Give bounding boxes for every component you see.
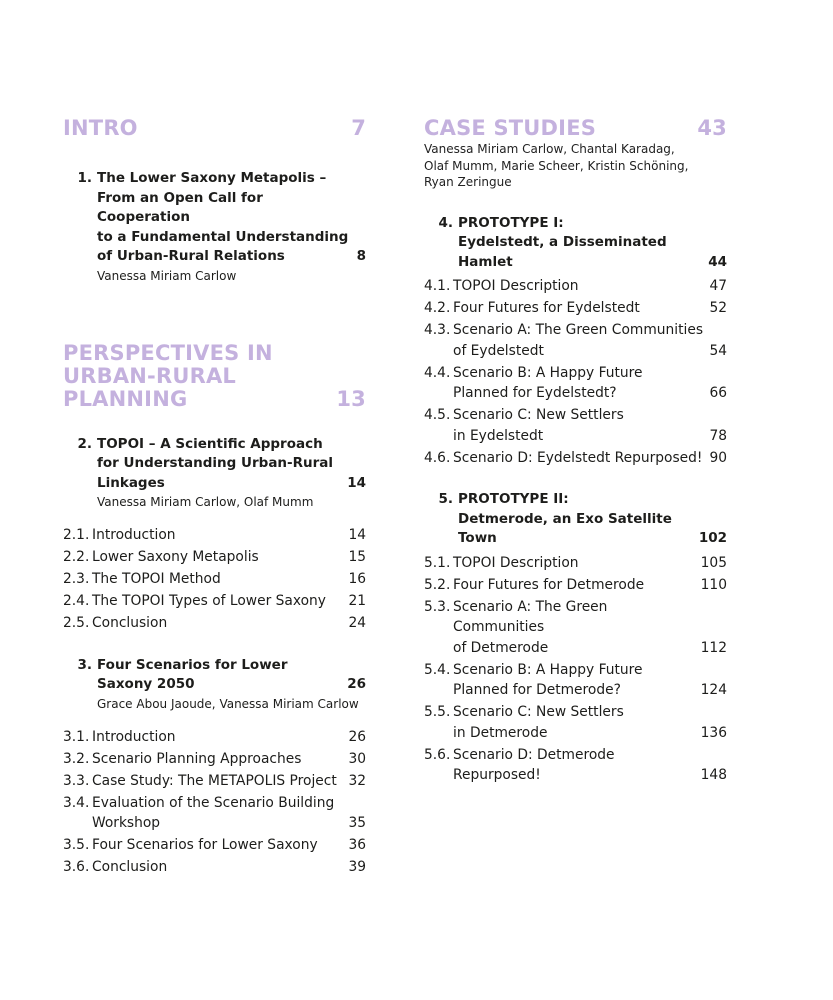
toc-subsection-row[interactable] xyxy=(424,702,727,743)
subsection-title: Introduction xyxy=(92,728,176,745)
subsection-title: Scenario A: The Green Communities of Detmerode xyxy=(453,598,608,656)
subsection-title: Scenario D: Eydelstedt Repurposed! xyxy=(453,449,703,466)
subsection-number: 2.1. xyxy=(63,527,90,543)
chapter-number: 2. xyxy=(77,435,92,452)
subsection-number: 2.3. xyxy=(63,571,90,587)
chapter-title: Four Scenarios for Lower Saxony 2050 xyxy=(97,656,288,692)
subsection-number: 4.2. xyxy=(424,300,451,316)
section-authors: Vanessa Miriam Carlow, Chantal Karadag, Olaf Mumm, Marie Scheer, Kristin Schöning, Ryan Zeringue xyxy=(424,142,689,189)
subsection-page: 90 xyxy=(709,449,727,466)
toc-subsection-row[interactable] xyxy=(63,835,366,856)
section-page: 43 xyxy=(697,116,727,140)
chapter-2-subsections xyxy=(63,525,366,634)
chapter-4-subsections xyxy=(424,276,727,468)
toc-subsection-row[interactable] xyxy=(424,745,727,786)
chapter-authors: Vanessa Miriam Carlow, Olaf Mumm xyxy=(97,495,314,509)
subsection-number: 5.3. xyxy=(424,598,451,615)
toc-subsection-row[interactable] xyxy=(63,547,366,568)
toc-subsection-row[interactable] xyxy=(424,320,727,361)
chapter-authors: Grace Abou Jaoude, Vanessa Miriam Carlow xyxy=(97,696,359,711)
subsection-title: Conclusion xyxy=(92,615,168,631)
subsection-page: 124 xyxy=(700,682,727,698)
subsection-number: 5.5. xyxy=(424,704,451,720)
chapter-title: PROTOTYPE I: Eydelstedt, a Disseminated Hamlet xyxy=(458,214,667,270)
subsection-number: 5.2. xyxy=(424,576,451,593)
subsection-title: Scenario D: Detmerode Repurposed! xyxy=(453,746,615,783)
chapter-page: 44 xyxy=(708,253,727,270)
subsection-title: Lower Saxony Metapolis xyxy=(92,549,259,565)
subsection-page: 16 xyxy=(348,571,366,587)
chapter-page: 26 xyxy=(347,676,366,692)
subsection-page: 24 xyxy=(348,615,366,631)
subsection-page: 14 xyxy=(348,527,366,543)
toc-subsection-row[interactable] xyxy=(424,597,727,659)
subsection-number: 5.1. xyxy=(424,554,451,571)
subsection-number: 4.3. xyxy=(424,322,451,338)
subsection-title: The TOPOI Types of Lower Saxony xyxy=(92,593,326,609)
toc-subsection-row[interactable] xyxy=(424,575,727,596)
section-page: 13 xyxy=(336,386,366,411)
subsection-title: The TOPOI Method xyxy=(92,571,221,587)
subsection-number: 2.5. xyxy=(63,615,90,631)
chapter-3[interactable] xyxy=(63,656,366,713)
subsection-page: 148 xyxy=(700,767,727,783)
subsection-title: Evaluation of the Scenario Building Workshop xyxy=(92,794,335,831)
subsection-number: 3.2. xyxy=(63,750,90,767)
toc-subsection-row[interactable] xyxy=(424,276,727,297)
subsection-number: 5.4. xyxy=(424,661,451,678)
section-heading-intro xyxy=(63,117,366,140)
toc-subsection-row[interactable] xyxy=(63,525,366,546)
toc-left-column xyxy=(63,117,366,879)
chapter-page: 8 xyxy=(356,248,366,264)
subsection-number: 2.4. xyxy=(63,593,90,609)
subsection-page: 32 xyxy=(348,772,366,789)
section-title: PERSPECTIVES IN URBAN-RURAL PLANNING xyxy=(63,340,273,411)
section-page: 7 xyxy=(351,116,366,140)
subsection-title: Scenario B: A Happy Future Planned for Detmerode? xyxy=(453,661,643,698)
subsection-title: Case Study: The METAPOLIS Project xyxy=(92,772,337,789)
chapter-authors: Vanessa Miriam Carlow xyxy=(97,268,237,283)
chapter-number: 5. xyxy=(438,491,453,507)
section-heading-case-studies xyxy=(424,117,727,140)
toc-subsection-row[interactable] xyxy=(63,749,366,770)
subsection-page: 54 xyxy=(709,342,727,359)
chapter-1[interactable] xyxy=(63,169,366,285)
chapter-page: 102 xyxy=(698,530,727,546)
chapter-title: TOPOI – A Scientific Approach for Understanding Urban-Rural Linkages xyxy=(97,435,334,491)
subsection-number: 4.1. xyxy=(424,278,451,294)
subsection-page: 136 xyxy=(700,724,727,741)
subsection-page: 21 xyxy=(348,593,366,609)
subsection-title: Scenario C: New Settlers in Eydelstedt xyxy=(453,407,624,444)
subsection-number: 4.4. xyxy=(424,364,451,381)
subsection-page: 78 xyxy=(709,427,727,444)
subsection-number: 5.6. xyxy=(424,746,451,763)
toc-subsection-row[interactable] xyxy=(63,613,366,634)
subsection-title: TOPOI Description xyxy=(453,554,579,571)
subsection-page: 47 xyxy=(709,278,727,294)
toc-subsection-row[interactable] xyxy=(63,569,366,590)
subsection-number: 3.6. xyxy=(63,859,90,875)
subsection-page: 15 xyxy=(348,549,366,565)
subsection-page: 35 xyxy=(348,815,366,831)
chapter-2[interactable] xyxy=(63,435,366,512)
toc-subsection-row[interactable] xyxy=(424,660,727,701)
section-title: CASE STUDIES xyxy=(424,116,597,140)
chapter-5-subsections xyxy=(424,553,727,786)
subsection-title: Conclusion xyxy=(92,859,168,875)
chapter-number: 3. xyxy=(77,656,92,673)
subsection-number: 3.1. xyxy=(63,728,90,745)
toc-subsection-row[interactable] xyxy=(63,591,366,612)
subsection-page: 39 xyxy=(348,859,366,875)
subsection-title: Four Futures for Detmerode xyxy=(453,576,645,593)
subsection-title: Four Scenarios for Lower Saxony xyxy=(92,837,318,853)
subsection-page: 26 xyxy=(348,728,366,745)
subsection-title: TOPOI Description xyxy=(453,278,579,294)
subsection-number: 3.5. xyxy=(63,837,90,853)
toc-subsection-row[interactable] xyxy=(424,298,727,319)
toc-subsection-row[interactable] xyxy=(424,405,727,446)
chapter-4[interactable] xyxy=(424,214,727,273)
toc-subsection-row[interactable] xyxy=(63,727,366,748)
section-title: INTRO xyxy=(63,116,138,140)
chapter-title: The Lower Saxony Metapolis – From an Open Call for Cooperation to a Fundamental Understanding of Urban-Rural Relations xyxy=(97,170,349,264)
chapter-title: PROTOTYPE II: Detmerode, an Exo Satellite Town xyxy=(458,491,672,546)
subsection-title: Scenario C: New Settlers in Detmerode xyxy=(453,704,624,741)
subsection-title: Introduction xyxy=(92,527,176,543)
toc-subsection-row[interactable] xyxy=(424,448,727,469)
chapter-3-subsections xyxy=(63,727,366,878)
chapter-number: 1. xyxy=(77,170,92,186)
subsection-number: 3.3. xyxy=(63,772,90,789)
subsection-page: 105 xyxy=(700,554,727,571)
chapter-number: 4. xyxy=(438,214,453,231)
toc-right-column xyxy=(424,117,727,787)
chapter-page: 14 xyxy=(347,474,366,491)
subsection-page: 110 xyxy=(700,576,727,593)
subsection-title: Scenario Planning Approaches xyxy=(92,750,302,767)
toc-subsection-row[interactable] xyxy=(63,857,366,878)
subsection-number: 4.6. xyxy=(424,449,451,466)
subsection-title: Scenario B: A Happy Future Planned for Eydelstedt? xyxy=(453,364,643,401)
chapter-5[interactable] xyxy=(424,490,727,549)
subsection-page: 66 xyxy=(709,385,727,401)
subsection-page: 112 xyxy=(700,639,727,656)
subsection-number: 4.5. xyxy=(424,407,451,423)
toc-subsection-row[interactable] xyxy=(424,553,727,574)
subsection-number: 2.2. xyxy=(63,549,90,565)
toc-subsection-row[interactable] xyxy=(63,793,366,834)
subsection-number: 3.4. xyxy=(63,794,90,811)
subsection-title: Scenario A: The Green Communities of Eydelstedt xyxy=(453,322,704,359)
subsection-page: 52 xyxy=(709,300,727,316)
toc-subsection-row[interactable] xyxy=(424,363,727,404)
subsection-page: 30 xyxy=(348,750,366,767)
subsection-page: 36 xyxy=(348,837,366,853)
section-heading-perspectives xyxy=(63,342,366,411)
toc-subsection-row[interactable] xyxy=(63,771,366,792)
subsection-title: Four Futures for Eydelstedt xyxy=(453,300,640,316)
